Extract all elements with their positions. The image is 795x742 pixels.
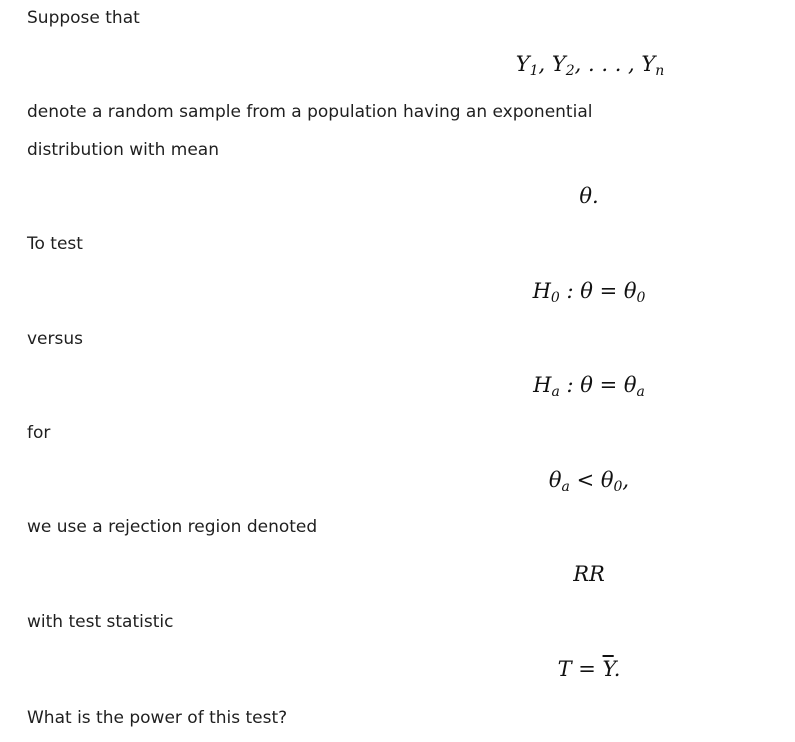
text-denote-sample: denote a random sample from a population having an exponential [27,102,593,122]
math-condition: $\theta_a < \theta_0$, [548,468,630,495]
math-statistic: $T = \overline{Y}$. [557,657,621,681]
text-suppose-that: Suppose that [27,8,140,28]
text-for: for [27,423,51,443]
math-alt-hypothesis: $H_a$ : $\theta = \theta_a$ [533,373,645,400]
text-test-statistic: with test statistic [27,612,174,632]
text-versus: versus [27,329,83,349]
text-to-test: To test [27,234,83,254]
sample-yn: $Y_n$ [641,52,665,79]
text-power-question: What is the power of this test? [27,708,288,728]
sample-y1: $Y_1$ [515,52,539,79]
text-rejection-region: we use a rejection region denoted [27,517,318,537]
math-theta-mean: θ. [579,184,599,208]
math-null-hypothesis: $H_0$ : $\theta = \theta_0$ [532,279,646,306]
sample-y2: $Y_2$ [551,52,575,79]
math-random-sample: $Y_1$, $Y_2$, . . . , $Y_n$ [515,52,665,79]
math-rr: RR [573,562,605,586]
text-distribution-mean: distribution with mean [27,140,219,160]
